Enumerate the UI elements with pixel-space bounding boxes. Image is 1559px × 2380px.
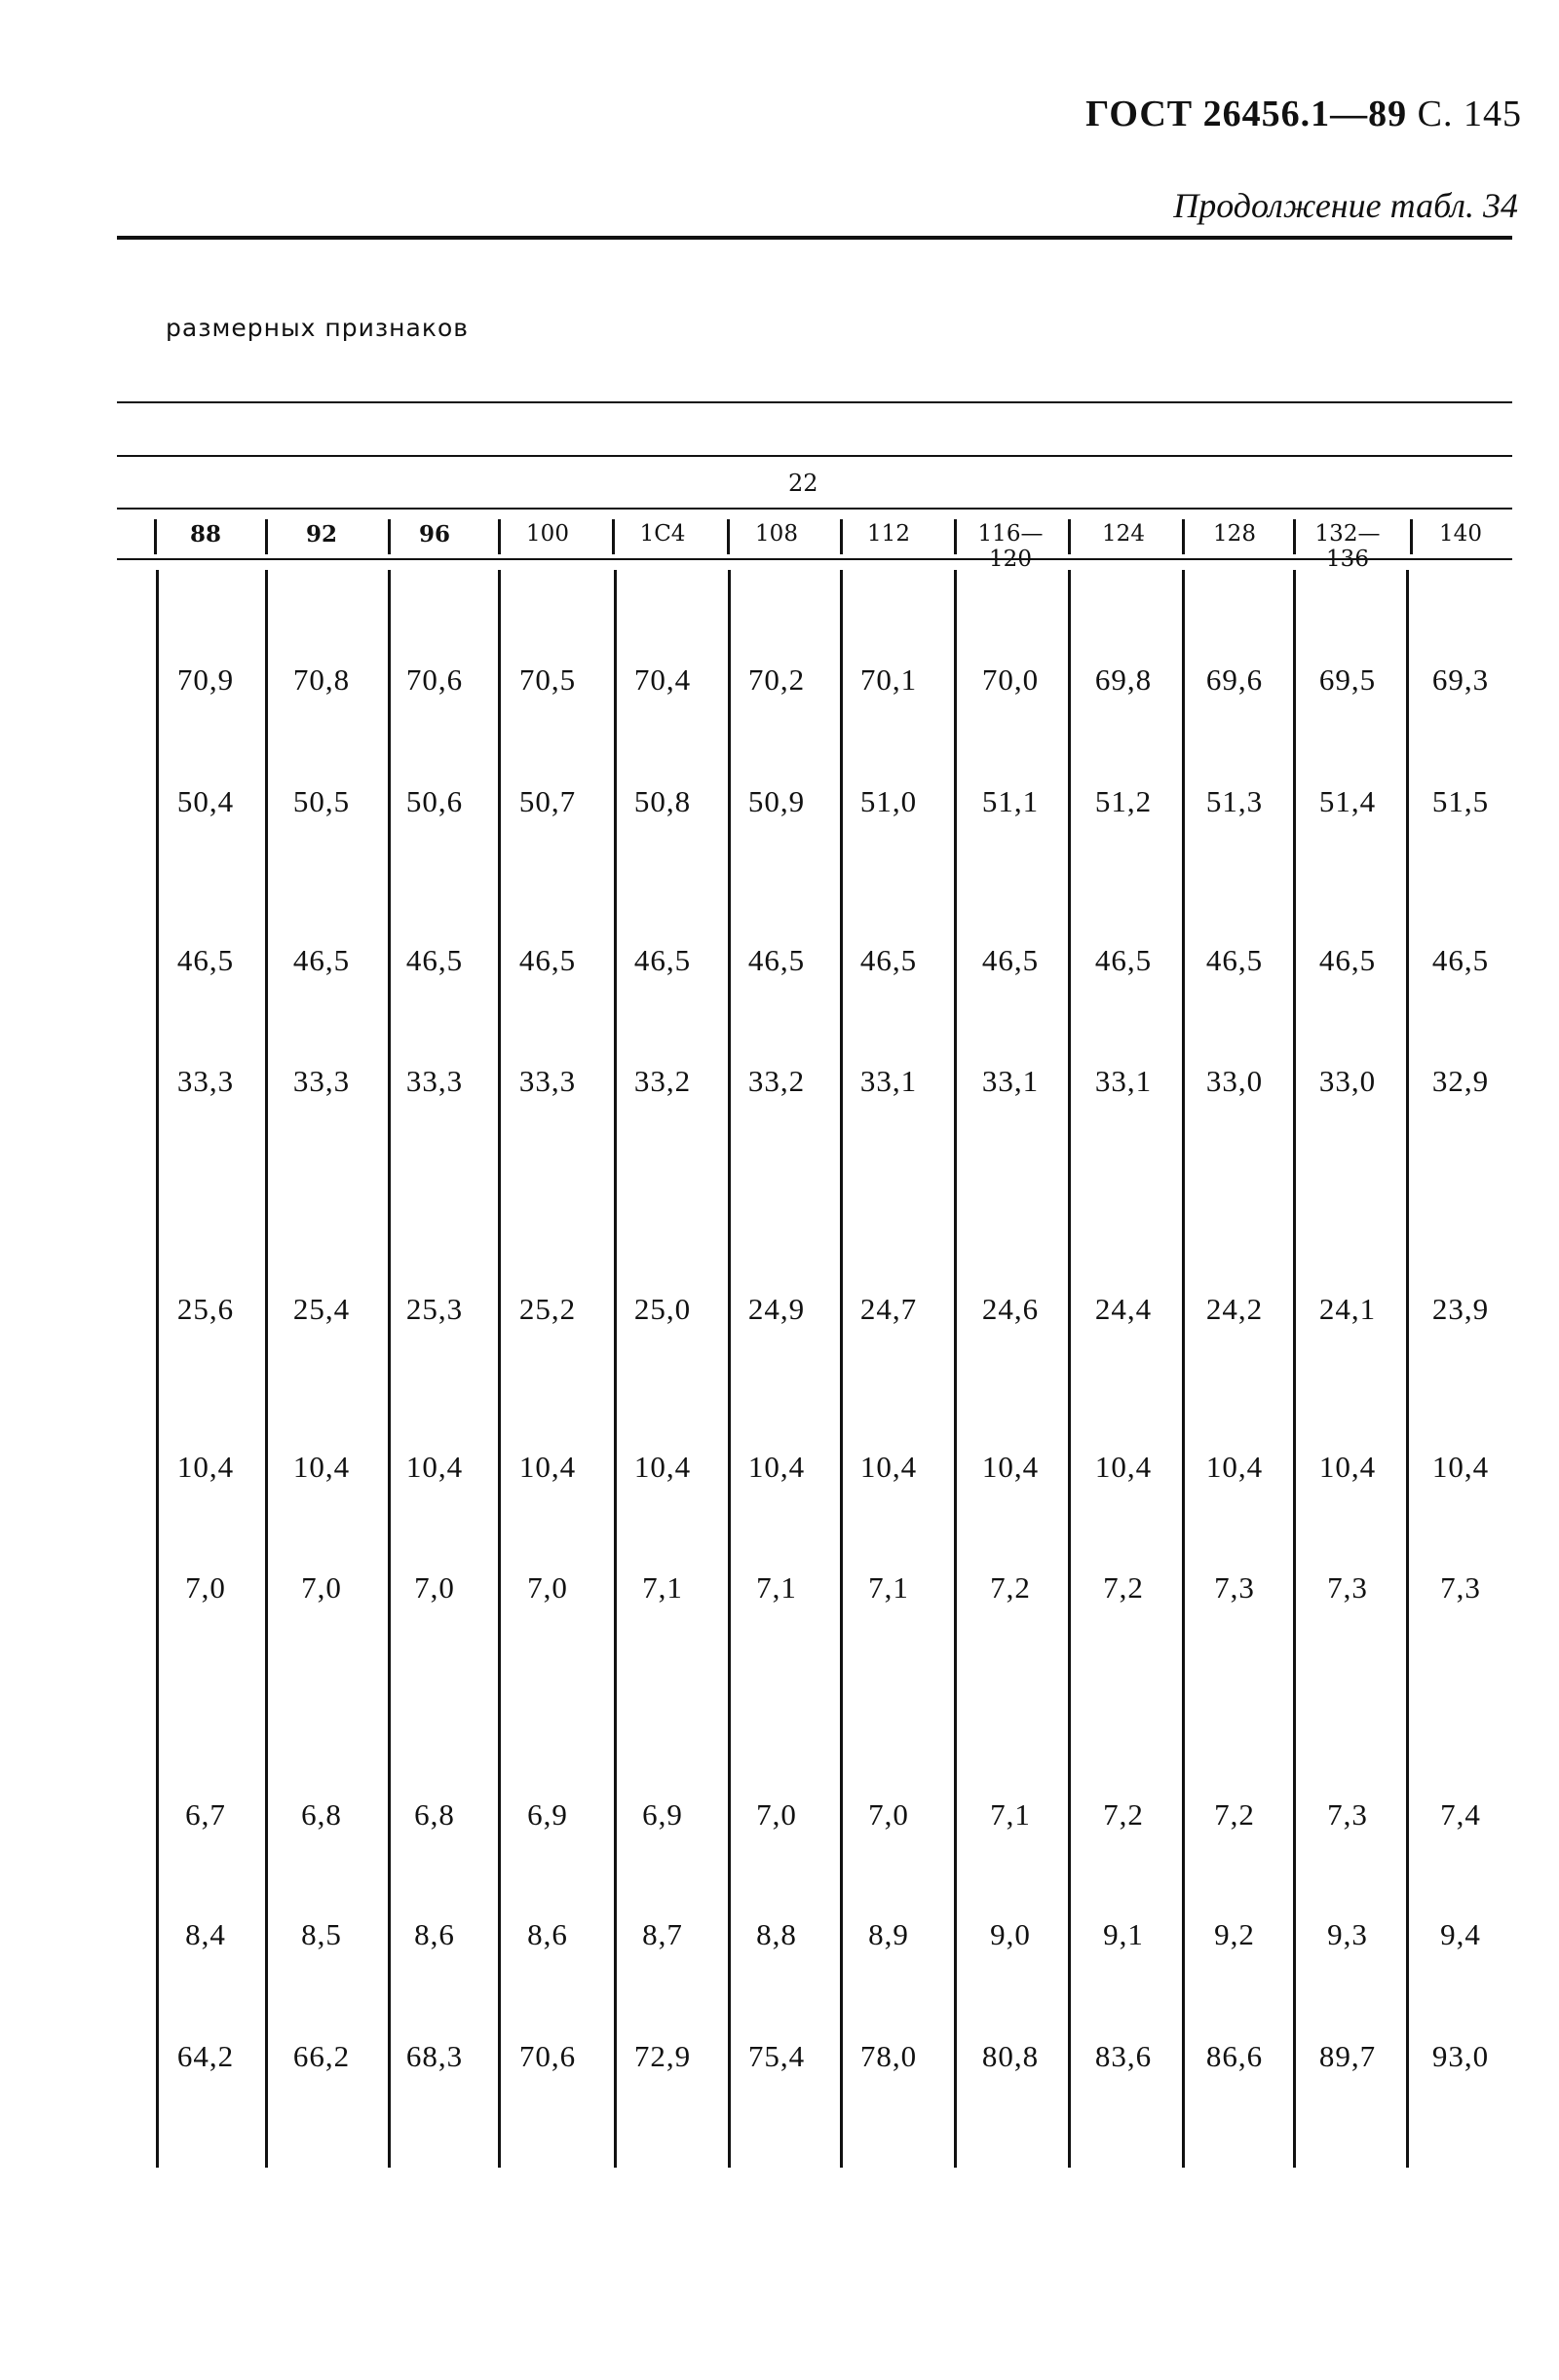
table-cell: 70,6 [405, 662, 464, 697]
table-cell: 7,3 [1327, 1797, 1368, 1832]
table-cell: 46,5 [518, 943, 577, 977]
table-cell: 6,9 [527, 1797, 568, 1832]
table-cell: 7,3 [1440, 1570, 1481, 1605]
table-cell: 64,2 [176, 2039, 235, 2073]
table-cell: 25,6 [176, 1292, 235, 1326]
column-heading: 92 [305, 521, 337, 548]
table-cell: 7,1 [990, 1797, 1031, 1832]
column-heading: 1С4 [639, 521, 686, 547]
table-cell: 46,5 [176, 943, 235, 977]
table-cell: 70,6 [518, 2039, 577, 2073]
table-cell: 51,3 [1205, 784, 1264, 818]
table-cell: 24,2 [1205, 1292, 1264, 1326]
table-cell: 75,4 [747, 2039, 806, 2073]
column-heading: 116—120 [977, 521, 1044, 572]
column-heading: 100 [526, 521, 569, 547]
table-cell: 33,0 [1318, 1064, 1377, 1098]
table-cell: 83,6 [1094, 2039, 1153, 2073]
table-cell: 8,9 [868, 1917, 909, 1951]
table-cell: 86,6 [1205, 2039, 1264, 2073]
table-cell: 6,8 [301, 1797, 342, 1832]
table-cell: 32,9 [1431, 1064, 1490, 1098]
table-cell: 7,3 [1327, 1570, 1368, 1605]
table-cell: 50,9 [747, 784, 806, 818]
table-cell: 46,5 [1205, 943, 1264, 977]
table-cell: 9,2 [1214, 1917, 1255, 1951]
page-header [1085, 93, 1522, 135]
table-cell: 70,9 [176, 662, 235, 697]
table-cell: 9,3 [1327, 1917, 1368, 1951]
table-cell: 50,5 [292, 784, 351, 818]
table-cell: 10,4 [405, 1450, 464, 1484]
size-group-label: 22 [788, 470, 818, 497]
header-rule [117, 236, 1512, 240]
column-heading: 132—136 [1314, 521, 1381, 572]
table-cell: 7,2 [1214, 1797, 1255, 1832]
table-cell: 9,1 [1103, 1917, 1144, 1951]
table-cell: 33,3 [518, 1064, 577, 1098]
table-cell: 8,7 [642, 1917, 683, 1951]
standard-code: ГОСТ 26456.1—89 [1085, 94, 1408, 134]
table-cell: 51,4 [1318, 784, 1377, 818]
table-cell: 68,3 [405, 2039, 464, 2073]
rule-2 [117, 455, 1512, 457]
table-cell: 7,4 [1440, 1797, 1481, 1832]
table-cell: 24,7 [859, 1292, 918, 1326]
column-heading: 96 [418, 521, 450, 548]
table-cell: 10,4 [1205, 1450, 1264, 1484]
table-cell: 10,4 [1431, 1450, 1490, 1484]
table-cell: 10,4 [859, 1450, 918, 1484]
column-heading: 108 [755, 521, 798, 547]
table-cell: 6,9 [642, 1797, 683, 1832]
table-cell: 50,7 [518, 784, 577, 818]
table-cell: 78,0 [859, 2039, 918, 2073]
table-cell: 70,4 [633, 662, 692, 697]
table-cell: 24,9 [747, 1292, 806, 1326]
table-cell: 33,0 [1205, 1064, 1264, 1098]
table-cell: 51,1 [981, 784, 1040, 818]
table-cell: 69,6 [1205, 662, 1264, 697]
column-heading: 128 [1213, 521, 1256, 547]
table-cell: 72,9 [633, 2039, 692, 2073]
table-cell: 7,0 [527, 1570, 568, 1605]
table-cell: 10,4 [747, 1450, 806, 1484]
table-cell: 33,3 [405, 1064, 464, 1098]
table-cell: 33,3 [292, 1064, 351, 1098]
table-cell: 80,8 [981, 2039, 1040, 2073]
table-cell: 10,4 [1318, 1450, 1377, 1484]
table-cell: 50,8 [633, 784, 692, 818]
table-cell: 46,5 [1431, 943, 1490, 977]
table-cell: 33,1 [981, 1064, 1040, 1098]
table-cell: 25,3 [405, 1292, 464, 1326]
table-cell: 93,0 [1431, 2039, 1490, 2073]
table-cell: 9,4 [1440, 1917, 1481, 1951]
column-heading: 112 [867, 521, 910, 547]
table-cell: 70,8 [292, 662, 351, 697]
table-cell: 70,5 [518, 662, 577, 697]
table-cell: 8,6 [527, 1917, 568, 1951]
table-cell: 7,0 [756, 1797, 797, 1832]
table-cell: 46,5 [405, 943, 464, 977]
table-cell: 25,0 [633, 1292, 692, 1326]
table-cell: 89,7 [1318, 2039, 1377, 2073]
table-cell: 7,0 [414, 1570, 455, 1605]
table-cell: 70,0 [981, 662, 1040, 697]
table-cell: 33,1 [1094, 1064, 1153, 1098]
column-heading: 88 [189, 521, 221, 548]
table-cell: 46,5 [633, 943, 692, 977]
table-cell: 25,2 [518, 1292, 577, 1326]
table-cell: 69,3 [1431, 662, 1490, 697]
table-cell: 7,2 [1103, 1570, 1144, 1605]
column-heading: 124 [1102, 521, 1145, 547]
table-cell: 6,7 [185, 1797, 226, 1832]
table-cell: 24,4 [1094, 1292, 1153, 1326]
table-cell: 33,2 [633, 1064, 692, 1098]
table-cell: 33,1 [859, 1064, 918, 1098]
table-cell: 10,4 [633, 1450, 692, 1484]
table-cell: 69,8 [1094, 662, 1153, 697]
table-cell: 51,0 [859, 784, 918, 818]
column-heading: 140 [1439, 521, 1482, 547]
table-cell: 70,2 [747, 662, 806, 697]
table-cell: 9,0 [990, 1917, 1031, 1951]
table-cell: 24,6 [981, 1292, 1040, 1326]
table-cell: 46,5 [859, 943, 918, 977]
table-cell: 7,1 [756, 1570, 797, 1605]
rule-3 [117, 508, 1512, 510]
table-cell: 70,1 [859, 662, 918, 697]
table-cell: 33,2 [747, 1064, 806, 1098]
table-cell: 7,1 [642, 1570, 683, 1605]
table-cell: 7,0 [868, 1797, 909, 1832]
table-cell: 51,2 [1094, 784, 1153, 818]
table-cell: 50,4 [176, 784, 235, 818]
table-cell: 7,2 [990, 1570, 1031, 1605]
table-continuation-caption: Продолжение табл. 34 [1173, 186, 1518, 225]
table-cell: 8,5 [301, 1917, 342, 1951]
rule-1 [117, 401, 1512, 403]
table-cell: 46,5 [981, 943, 1040, 977]
table-cell: 10,4 [176, 1450, 235, 1484]
table-cell: 10,4 [1094, 1450, 1153, 1484]
table-cell: 46,5 [1094, 943, 1153, 977]
table-cell: 33,3 [176, 1064, 235, 1098]
table-cell: 7,2 [1103, 1797, 1144, 1832]
table-cell: 25,4 [292, 1292, 351, 1326]
table-cell: 8,4 [185, 1917, 226, 1951]
table-cell: 51,5 [1431, 784, 1490, 818]
table-cell: 7,1 [868, 1570, 909, 1605]
table-cell: 46,5 [292, 943, 351, 977]
table-cell: 24,1 [1318, 1292, 1377, 1326]
table-cell: 6,8 [414, 1797, 455, 1832]
table-subtitle: размерных признаков [166, 314, 469, 342]
table-cell: 10,4 [518, 1450, 577, 1484]
table-cell: 66,2 [292, 2039, 351, 2073]
table-cell: 8,6 [414, 1917, 455, 1951]
table-cell: 7,0 [301, 1570, 342, 1605]
table-cell: 46,5 [747, 943, 806, 977]
table-cell: 46,5 [1318, 943, 1377, 977]
table-cell: 23,9 [1431, 1292, 1490, 1326]
table-cell: 10,4 [981, 1450, 1040, 1484]
table-cell: 69,5 [1318, 662, 1377, 697]
page-number: С. 145 [1417, 94, 1522, 134]
table-cell: 7,3 [1214, 1570, 1255, 1605]
table-cell: 8,8 [756, 1917, 797, 1951]
table-cell: 7,0 [185, 1570, 226, 1605]
table-cell: 10,4 [292, 1450, 351, 1484]
table-cell: 50,6 [405, 784, 464, 818]
